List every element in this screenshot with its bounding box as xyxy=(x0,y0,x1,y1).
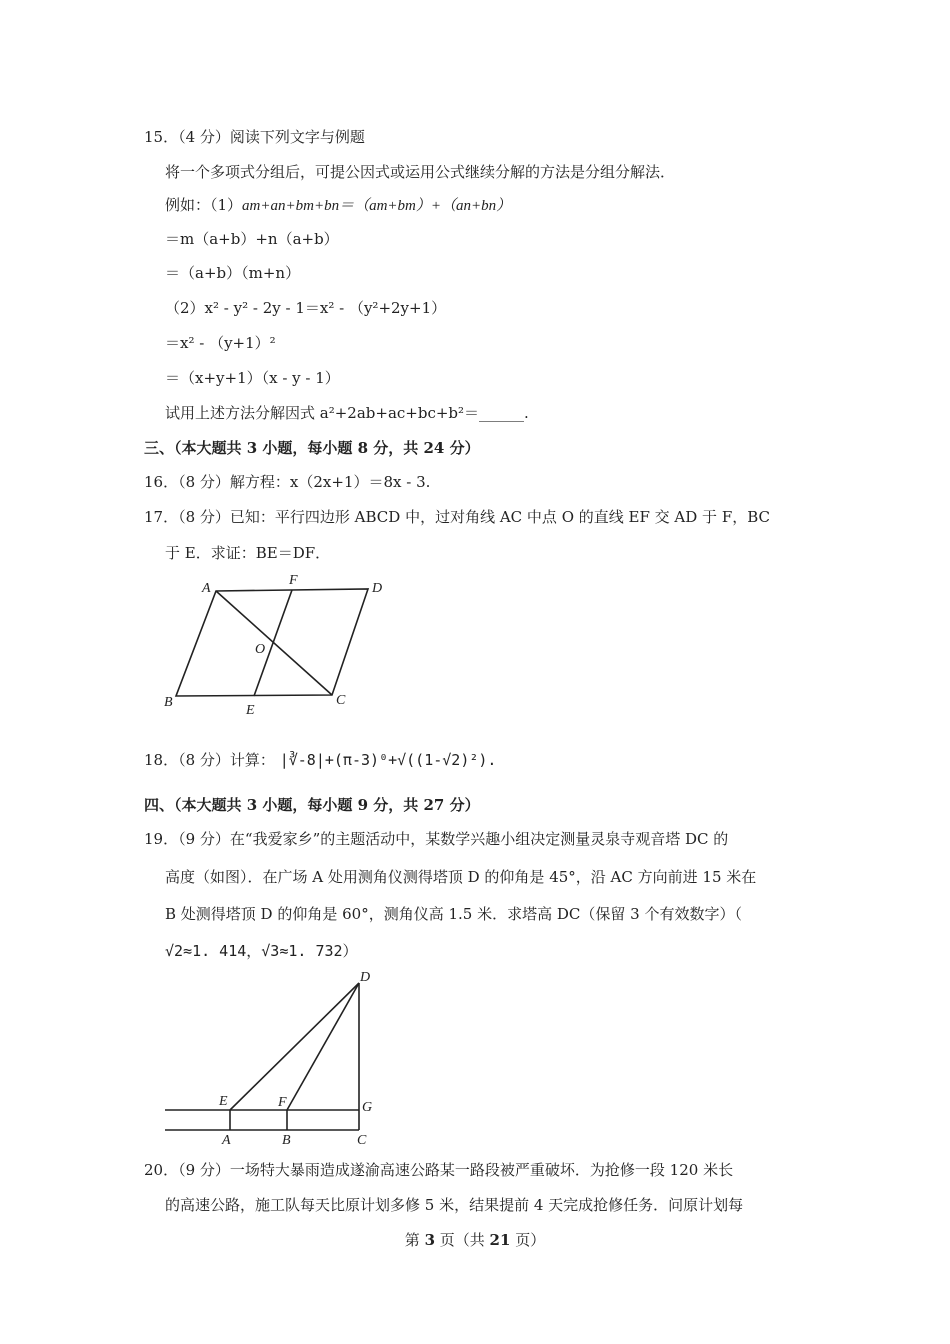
q15-header xyxy=(144,127,365,147)
q19-label-b: B xyxy=(282,1133,291,1148)
q19-tower-figure xyxy=(160,965,390,1150)
q19-label-f: F xyxy=(278,1095,287,1110)
q15-example-1-expr: am+an+bm+bn＝（am+bm）+（an+bn） xyxy=(242,198,512,214)
q17-label-d: D xyxy=(372,581,383,596)
q18-label: 计算： xyxy=(229,751,275,769)
q17-score: （8 分） xyxy=(178,508,230,526)
q19-sightline-ed xyxy=(230,983,359,1110)
q19-label-g: G xyxy=(362,1100,373,1115)
footer-prefix: 第 xyxy=(404,1231,425,1249)
q20-score: （9 分） xyxy=(178,1161,230,1179)
q17-label-e: E xyxy=(246,703,255,718)
q17-line-1 xyxy=(144,507,770,527)
q19-line-2: 高度（如图）．在广场 A 处用测角仪测得塔顶 D 的仰角是 45°，沿 AC 方向前进 15 米在 xyxy=(165,868,757,886)
q19-score: （9 分） xyxy=(178,830,230,848)
q19-text-1: 在“我爱家乡”的主题活动中，某数学兴趣小组决定测量灵泉寺观音塔 DC 的 xyxy=(229,830,729,848)
q15-example-1-line-3: ＝（a+b）（m+n） xyxy=(165,264,301,282)
section-3-heading: 三、（本大题共 3 小题，每小题 8 分，共 24 分） xyxy=(144,439,480,457)
q18 xyxy=(144,750,496,770)
q19-line-4: √2≈1. 414，√3≈1. 732） xyxy=(165,942,358,960)
q17-text-1: 已知：平行四边形 ABCD 中，过对角线 AC 中点 O 的直线 EF 交 AD 于 F，BC xyxy=(229,508,771,526)
q20-line-2: 的高速公路，施工队每天比原计划多修 5 米，结果提前 4 天完成抢修任务．问原计划每 xyxy=(165,1196,744,1214)
q15-title: 阅读下列文字与例题 xyxy=(229,128,365,146)
q15-example-label: 例如：（1） xyxy=(165,196,243,214)
q15-intro: 将一个多项式分组后，可提公因式或运用公式继续分解的方法是分组分解法． xyxy=(165,163,676,181)
q17-label-c: C xyxy=(336,693,346,708)
q15-example-1-line-2: ＝m（a+b）+n（a+b） xyxy=(165,230,339,248)
q17-label-a: A xyxy=(202,581,211,596)
q15-task: 试用上述方法分解因式 a²+2ab+ac+bc+b²＝______. xyxy=(165,404,529,422)
q15-example-2-line-1: （2）x² - y² - 2y - 1＝x² - （y²+2y+1） xyxy=(165,299,447,317)
q17-label-o: O xyxy=(255,642,266,657)
q19-label-d: D xyxy=(360,970,371,985)
q18-number: 18． xyxy=(144,751,179,769)
q19-line-3: B 处测得塔顶 D 的仰角是 60°，测角仪高 1.5 米．求塔高 DC（保留 3 个有效数字）（ xyxy=(165,905,742,923)
q19-label-c: C xyxy=(357,1133,367,1148)
q19-label-e: E xyxy=(219,1094,228,1109)
q20-number: 20． xyxy=(144,1161,179,1179)
q18-score: （8 分） xyxy=(178,751,230,769)
q16-score: （8 分） xyxy=(178,473,230,491)
q17-line-2: 于 E．求证：BE＝DF． xyxy=(165,544,331,562)
section-4-heading: 四、（本大题共 3 小题，每小题 9 分，共 27 分） xyxy=(144,796,480,814)
q17-diagonal-ac xyxy=(216,591,332,695)
q19-line-1 xyxy=(144,829,728,849)
q15-score: （4 分） xyxy=(178,128,230,146)
footer-page-number: 3 xyxy=(424,1231,435,1249)
q17-parallelogram-abcd xyxy=(176,589,368,696)
footer-mid: 页（共 xyxy=(435,1231,490,1249)
q19-label-a: A xyxy=(222,1133,231,1148)
q15-example-2-line-3: ＝（x+y+1）（x - y - 1） xyxy=(165,369,340,387)
q18-expression: |∛-8|+(π-3)⁰+√((1-√2)²). xyxy=(279,751,497,769)
q16 xyxy=(144,472,430,492)
q15-example-1-line-1 xyxy=(165,195,511,216)
q20-line-1 xyxy=(144,1160,733,1180)
q17-parallelogram-figure xyxy=(158,570,398,720)
q20-text-1: 一场特大暴雨造成遂渝高速公路某一路段被严重破坏．为抢修一段 120 米长 xyxy=(229,1161,734,1179)
q15-example-2-line-2: ＝x² - （y+1）² xyxy=(165,334,276,352)
footer-suffix: 页） xyxy=(510,1231,546,1249)
q17-label-f: F xyxy=(289,573,298,588)
q19-sightline-fd xyxy=(287,983,359,1110)
q16-number: 16． xyxy=(144,473,179,491)
q17-number: 17． xyxy=(144,508,179,526)
q19-number: 19． xyxy=(144,830,179,848)
page-footer xyxy=(0,1230,950,1250)
footer-total-pages: 21 xyxy=(489,1231,511,1249)
q15-number: 15． xyxy=(144,128,179,146)
q17-label-b: B xyxy=(164,695,173,710)
q16-text: 解方程：x（2x+1）＝8x - 3. xyxy=(229,473,431,491)
